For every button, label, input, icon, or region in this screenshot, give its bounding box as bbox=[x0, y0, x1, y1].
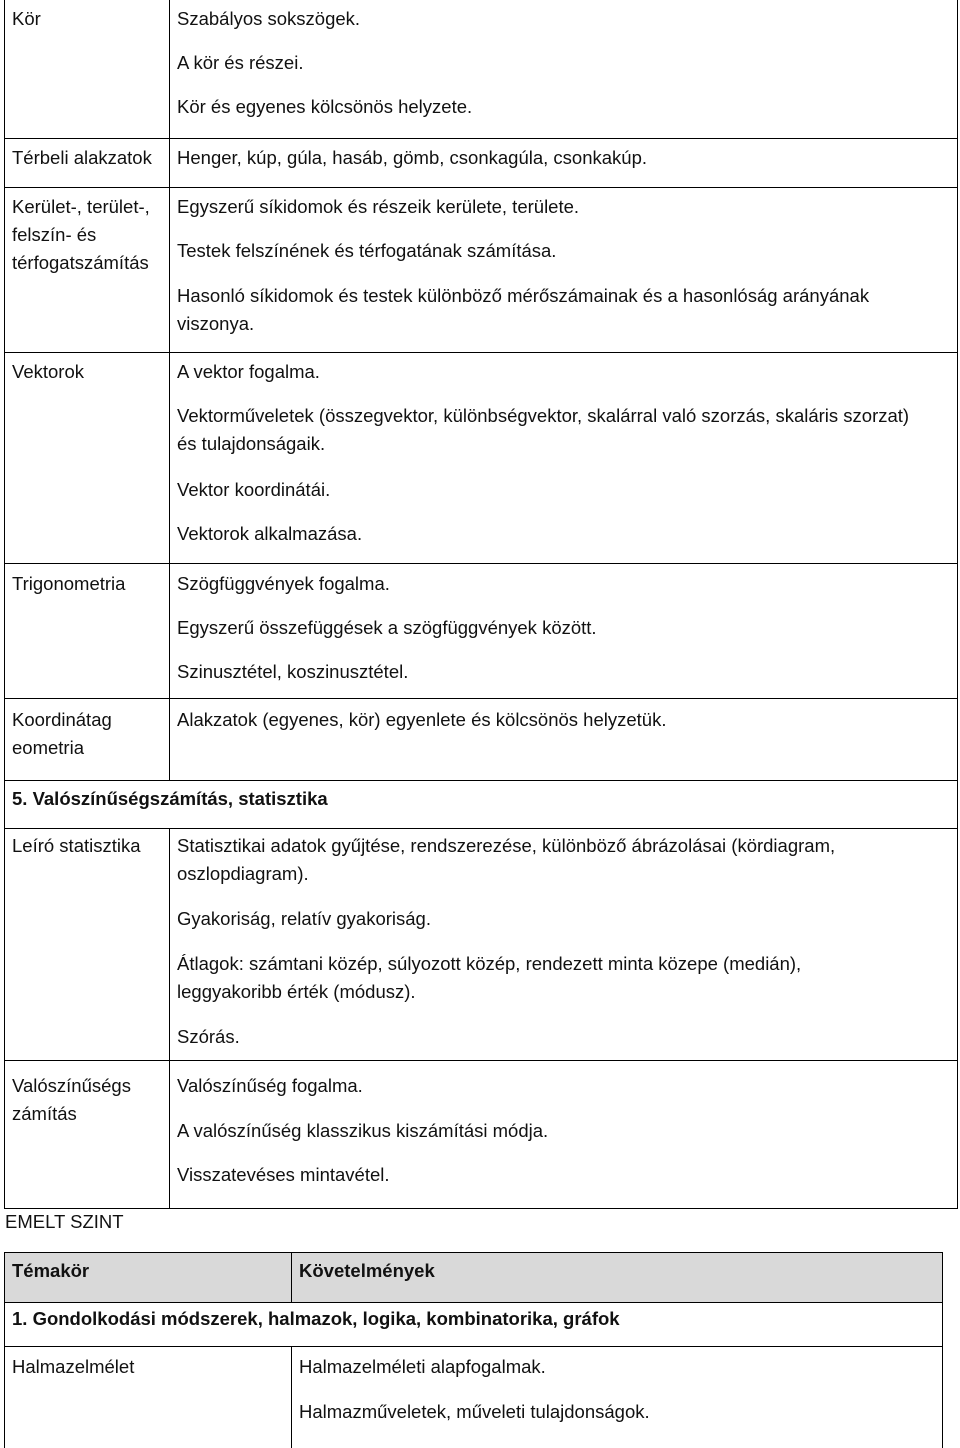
table1-column-divider-lower bbox=[169, 828, 170, 1208]
requirement-item: Átlagok: számtani közép, súlyozott közép, rendezett minta közepe (medián), leggyakoribb érték (módusz). bbox=[177, 953, 802, 1002]
row-divider bbox=[4, 187, 958, 188]
requirement-item: Egyszerű összefüggések a szögfüggvények között. bbox=[177, 617, 597, 638]
level-heading: EMELT SZINT bbox=[5, 1211, 124, 1232]
table2-column-divider bbox=[291, 1252, 292, 1302]
table2-header-row bbox=[4, 1252, 942, 1302]
requirement-item: Statisztikai adatok gyűjtése, rendszerezése, különböző ábrázolásai (kördiagram, oszlopdiagram). bbox=[177, 835, 836, 884]
requirement-item: Vektor koordinátái. bbox=[177, 479, 331, 500]
row-divider bbox=[4, 352, 958, 353]
row-divider bbox=[4, 698, 958, 699]
topic-cell: Leíró statisztika bbox=[12, 835, 141, 856]
requirement-item: Halmazműveletek, műveleti tulajdonságok. bbox=[299, 1401, 650, 1422]
requirement-item: A kör és részei. bbox=[177, 52, 304, 73]
topic-cell: Koordinátageometria bbox=[12, 709, 112, 758]
requirement-item: Hasonló síkidomok és testek különböző mérőszámainak és a hasonlóság arányának viszonya. bbox=[177, 285, 870, 334]
requirement-item: Alakzatok (egyenes, kör) egyenlete és kölcsönös helyzetük. bbox=[177, 709, 667, 730]
table1-left-border bbox=[4, 0, 5, 1208]
row-divider bbox=[4, 563, 958, 564]
topic-cell: Kerület-, terület-, felszín- és térfogatszámítás bbox=[12, 196, 150, 273]
topic-cell: Térbeli alakzatok bbox=[12, 147, 152, 168]
table2-left-border bbox=[4, 1252, 5, 1448]
row-divider bbox=[4, 1302, 943, 1303]
section-heading: 1. Gondolkodási módszerek, halmazok, logika, kombinatorika, gráfok bbox=[12, 1308, 620, 1329]
table2-right-border bbox=[942, 1252, 943, 1448]
requirement-item: A vektor fogalma. bbox=[177, 361, 320, 382]
table1-right-border bbox=[957, 0, 958, 1208]
requirement-item: Halmazelméleti alapfogalmak. bbox=[299, 1356, 546, 1377]
row-divider bbox=[4, 1060, 958, 1061]
requirement-item: Szórás. bbox=[177, 1026, 240, 1047]
section-heading: 5. Valószínűségszámítás, statisztika bbox=[12, 788, 328, 809]
requirement-item: Egyszerű síkidomok és részeik kerülete, területe. bbox=[177, 196, 580, 217]
requirement-item: A valószínűség klasszikus kiszámítási módja. bbox=[177, 1120, 549, 1141]
topic-cell: Trigonometria bbox=[12, 573, 126, 594]
requirement-item: Szögfüggvények fogalma. bbox=[177, 573, 390, 594]
requirement-item: Valószínűség fogalma. bbox=[177, 1075, 363, 1096]
topic-cell: Halmazelmélet bbox=[12, 1356, 135, 1377]
requirement-item: Vektorok alkalmazása. bbox=[177, 523, 363, 544]
row-divider bbox=[4, 138, 958, 139]
requirement-item: Vektorműveletek (összegvektor, különbségvektor, skalárral való szorzás, skaláris szorzat) és tulajdonságaik. bbox=[177, 405, 910, 454]
row-divider bbox=[4, 828, 958, 829]
column-header-topic: Témakör bbox=[12, 1260, 90, 1281]
requirement-item: Gyakoriság, relatív gyakoriság. bbox=[177, 908, 431, 929]
topic-cell: Valószínűségszámítás bbox=[12, 1075, 131, 1124]
requirement-item: Henger, kúp, gúla, hasáb, gömb, csonkagúla, csonkakúp. bbox=[177, 147, 647, 168]
requirement-item: Testek felszínének és térfogatának számítása. bbox=[177, 240, 557, 261]
row-divider bbox=[4, 1252, 943, 1253]
topic-cell: Vektorok bbox=[12, 361, 84, 382]
table1-column-divider bbox=[169, 0, 170, 780]
requirement-item: Visszatevéses mintavétel. bbox=[177, 1164, 390, 1185]
column-header-requirements: Követelmények bbox=[299, 1260, 435, 1281]
row-divider bbox=[4, 1346, 943, 1347]
table1-bottom-border bbox=[4, 1208, 958, 1209]
table2-column-divider-lower bbox=[291, 1346, 292, 1448]
requirement-item: Szinusztétel, koszinusztétel. bbox=[177, 661, 409, 682]
row-divider bbox=[4, 780, 958, 781]
requirement-item: Kör és egyenes kölcsönös helyzete. bbox=[177, 96, 473, 117]
requirement-item: Szabályos sokszögek. bbox=[177, 8, 361, 29]
topic-cell: Kör bbox=[12, 8, 41, 29]
